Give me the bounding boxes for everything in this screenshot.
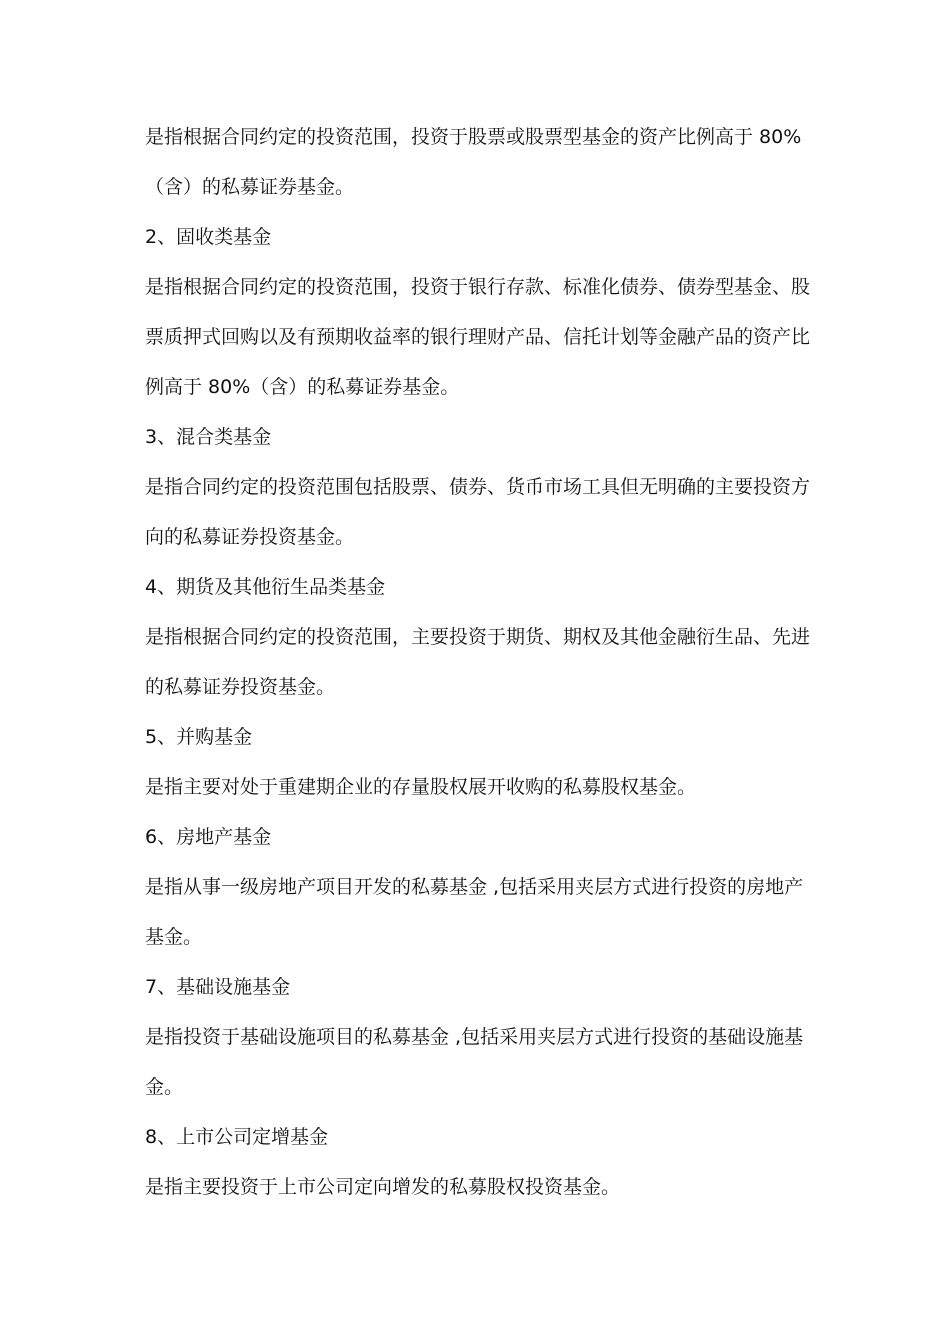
paragraph-line: 基金。 [145,926,203,948]
section-heading: 7、基础设施基金 [145,976,291,998]
section-heading: 6、房地产基金 [145,826,272,848]
paragraph-line: 是指合同约定的投资范围包括股票、债券、货币市场工具但无明确的主要投资方 [145,476,811,498]
section-heading: 8、上市公司定增基金 [145,1126,329,1148]
paragraph-line: 是指根据合同约定的投资范围，主要投资于期货、期权及其他金融衍生品、先进 [145,626,811,648]
paragraph-line: 的私募证券投资基金。 [145,676,336,698]
paragraph-line: 票质押式回购以及有预期收益率的银行理财产品、信托计划等金融产品的资产比 [145,326,811,348]
paragraph-line: 金。 [145,1076,184,1098]
paragraph-line: 是指主要对处于重建期企业的存量股权展开收购的私募股权基金。 [145,776,697,798]
paragraph-line: 向的私募证券投资基金。 [145,526,355,548]
document-body [145,112,810,1212]
paragraph-line: 是指从事一级房地产项目开发的私募基金 ,包括采用夹层方式进行投资的房地产 [145,876,804,898]
section-heading: 2、固收类基金 [145,226,272,248]
paragraph-line: 是指根据合同约定的投资范围，投资于银行存款、标准化债券、债券型基金、股 [145,276,811,298]
paragraph-line: 是指主要投资于上市公司定向增发的私募股权投资基金。 [145,1176,621,1198]
paragraph-line: （含）的私募证券基金。 [145,176,355,198]
section-heading: 4、期货及其他衍生品类基金 [145,576,386,598]
paragraph-line: 是指投资于基础设施项目的私募基金 ,包括采用夹层方式进行投资的基础设施基 [145,1026,804,1048]
paragraph-line: 例高于 80%（含）的私募证券基金。 [145,376,460,398]
section-heading: 5、并购基金 [145,726,253,748]
paragraph-line: 是指根据合同约定的投资范围，投资于股票或股票型基金的资产比例高于 80% [145,126,802,148]
section-heading: 3、混合类基金 [145,426,272,448]
